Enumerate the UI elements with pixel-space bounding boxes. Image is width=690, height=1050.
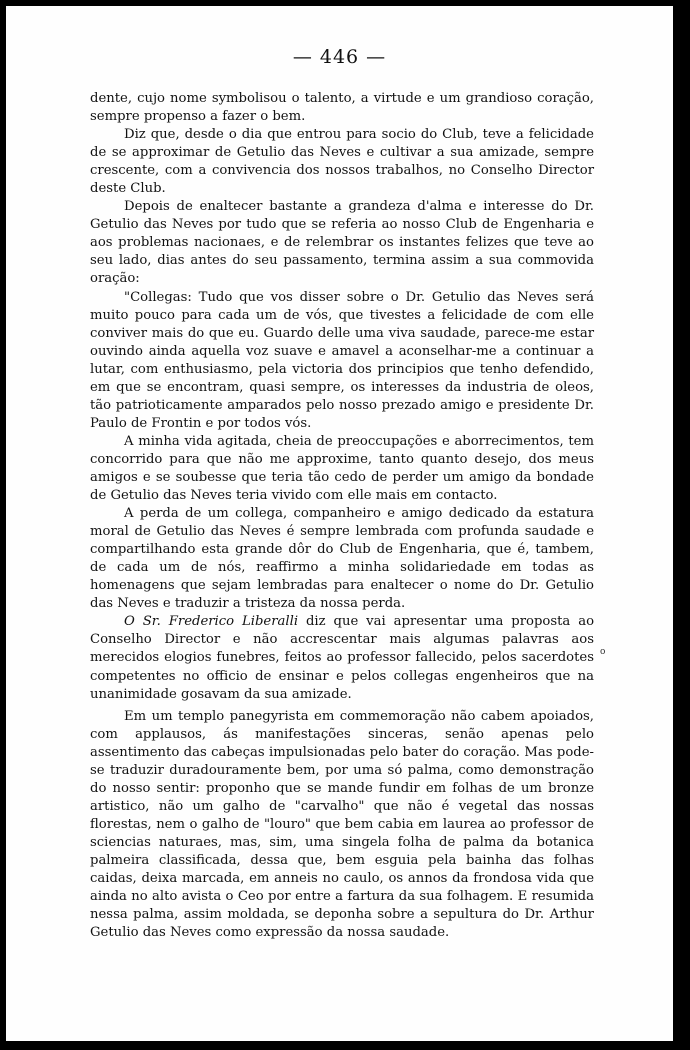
paragraph-4: "Collegas: Tudo que vos disser sobre o Dr. Getulio das Neves será muito pouco para cada um de vós, que tivestes a felicidade de com elle conviver mais do que eu. Guardo delle uma viva saudade, parece-me estar ouvindo ainda aquella voz suave e amavel a aconselhar-me a continuar a lutar, com enthusiasmo, pela victoria dos principios que tenho defendido, em que se encontram, quasi sempre, os interesses da industria de oleos, tão patrioticamente amparados pelo nosso prezado amigo e presidente Dr. Paulo de Frontin e por todos vós. <box>90 289 594 431</box>
paragraph-7-text: diz que vai apresentar uma proposta ao Conselho Director e não accrescentar mais algumas palavras aos merecidos elogios funebres, feitos ao professor fallecido, pelos sacerdotes competentes no officio de ensinar e pelos collegas engenheiros que na unanimidade gosavam da sua amizade. <box>90 614 595 702</box>
speaker-name: O Sr. Frederico Liberalli <box>124 614 299 630</box>
paragraph-6: A perda de um collega, companheiro e amigo dedicado da estatura moral de Getulio das Neves é sempre lembrada com profunda saudade e compartilhando esta grande dôr do Club de Engenharia, que é, tambem, de cada um de nós, reaffirmo a minha solidariedade em todas as homenagens que sejam lembradas para enaltecer o nome do Dr. Getulio das Neves e traduzir a tristeza da nossa perda. <box>90 506 594 612</box>
page-number: — 446 — <box>292 46 387 68</box>
paragraph-3: Depois de enaltecer bastante a grandeza d'alma e interesse do Dr. Getulio das Neves por tudo que se referia ao nosso Club de Engenharia e aos problemas nacionaes, e de relembrar os instantes felizes que teve ao seu lado, dias antes do seu passamento, termina assim a sua commovida oração: <box>90 199 594 287</box>
body-text <box>90 90 594 942</box>
paragraph-5: A minha vida agitada, cheia de preoccupações e aborrecimentos, tem concorrido para que não me approxime, tanto quanto desejo, dos meus amigos e se soubesse que teria tão cedo de perder um amigo da bondade de Getulio das Neves teria vivido com elle mais em contacto. <box>90 433 594 504</box>
paragraph-2: Diz que, desde o dia que entrou para socio do Club, teve a felicidade de se approximar de Getulio das Neves e cultivar a sua amizade, sempre crescente, com a convivencia dos nossos trabalhos, no Conselho Director deste Club. <box>90 127 594 197</box>
document-page <box>6 6 677 1041</box>
paragraph-7 <box>90 613 594 703</box>
paragraph-8: Em um templo panegyrista em commemoração não cabem apoiados, com applausos, ás manifestações sinceras, senão apenas pelo assentimento das cabeças impulsionadas pelo bater do coração. Mas pode-se traduzir duradouramente bem, por uma só palma, como demonstração do nosso sentir: proponho que se mande fundir em folhas de um bronze artistico, não um galho de "carvalho" que não é vegetal das nossas florestas, nem o galho de "louro" que bem cabia em laurea ao professor de sciencias naturaes, mas, sim, uma singela folha de palma da botanica palmeira classificada, dessa que, bem esguia pela bainha das folhas caidas, deixa marcada, em anneis no caulo, os annos da frondosa vida que ainda no alto avista o Ceo por entre a fartura da sua folhagem. E resumida nessa palma, assim moldada, se deponha sobre a sepultura do Dr. Arthur Getulio das Neves como expressão da nossa saudade. <box>90 708 594 941</box>
margin-mark: o <box>600 647 606 657</box>
paragraph-1: dente, cujo nome symbolisou o talento, a virtude e um grandioso coração, sempre propenso a fazer o bem. <box>90 91 594 125</box>
